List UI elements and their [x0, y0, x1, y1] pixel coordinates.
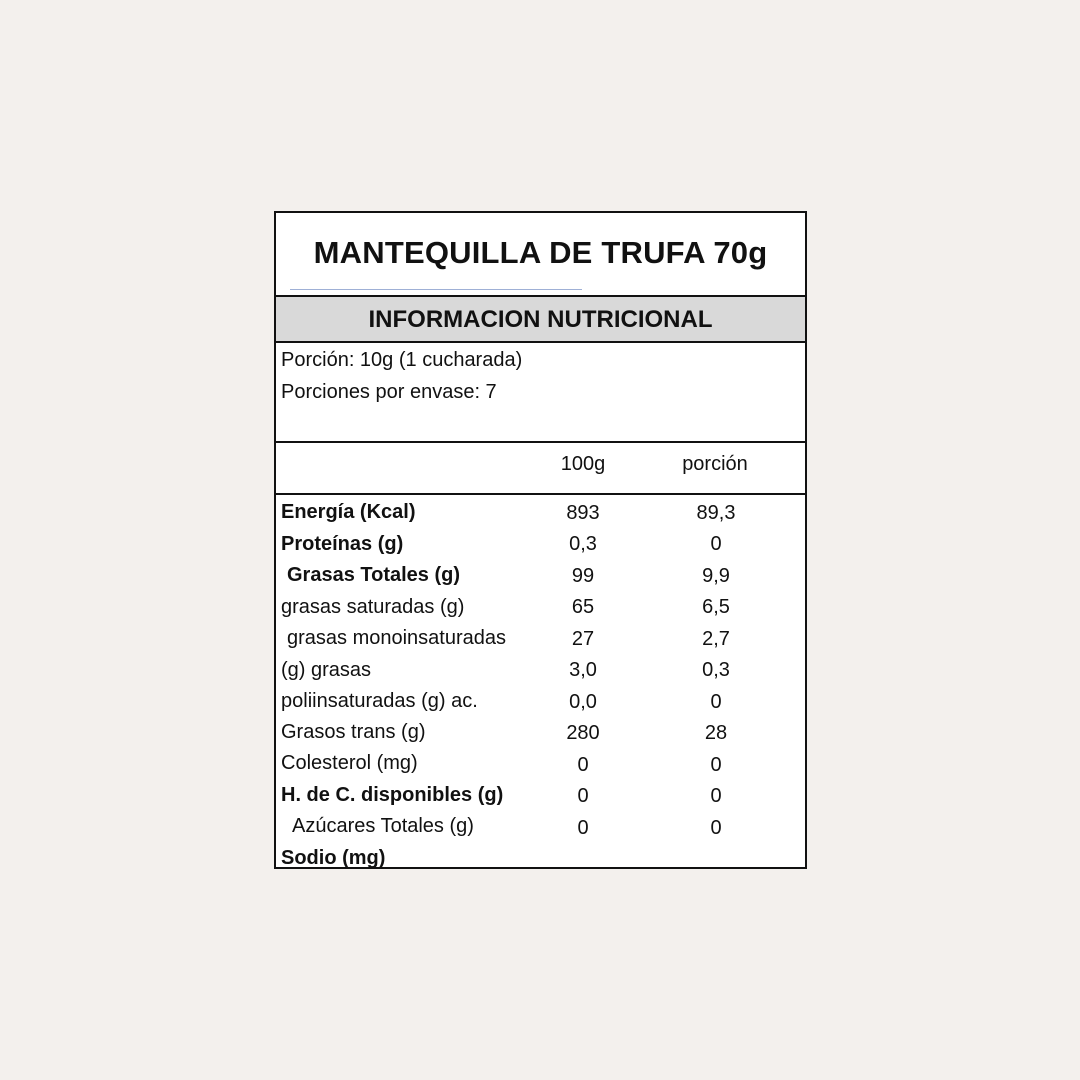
value-serving: 6,5: [702, 596, 730, 618]
value-serving: 0: [710, 785, 722, 807]
nutrient-label: Azúcares Totales (g): [292, 815, 474, 837]
nutrient-label: (g) grasas: [281, 659, 372, 681]
nutrient-label: grasas saturadas (g): [281, 596, 465, 618]
nutrient-label: grasas monoinsaturadas: [287, 627, 507, 649]
value-100g: 65: [571, 596, 595, 618]
nutrient-label: Sodio (mg): [281, 847, 386, 869]
serving-info: [276, 343, 805, 443]
nutrient-label: Energía (Kcal): [281, 501, 416, 523]
value-100g: 27: [571, 628, 595, 650]
value-100g: 0,0: [569, 691, 597, 713]
nutrient-label: Grasas Totales (g): [287, 564, 461, 586]
nutrient-label: Proteínas (g): [281, 533, 404, 555]
nutrition-label: [274, 211, 807, 869]
column-header-row: [276, 443, 805, 495]
nutrient-label: Grasos trans (g): [281, 721, 426, 743]
value-100g: 0,3: [569, 533, 597, 555]
value-serving: 0: [710, 691, 722, 713]
value-serving: 0: [710, 817, 722, 839]
section-heading: INFORMACION NUTRICIONAL: [368, 306, 713, 333]
nutrient-label: Colesterol (mg): [281, 752, 418, 774]
value-100g: 0: [577, 817, 589, 839]
value-100g: 893: [566, 502, 600, 524]
servings-per-container: Porciones por envase: 7: [281, 381, 497, 403]
value-100g: 0: [577, 754, 589, 776]
title-row: [276, 213, 805, 297]
column-header-serving: porción: [682, 453, 748, 475]
serving-size: Porción: 10g (1 cucharada): [281, 349, 523, 371]
value-100g: 0: [577, 785, 589, 807]
value-100g: 99: [571, 565, 595, 587]
product-title: MANTEQUILLA DE TRUFA 70g: [313, 235, 768, 270]
nutrient-label: H. de C. disponibles (g): [281, 784, 504, 806]
nutrient-table: [276, 495, 805, 867]
value-serving: 9,9: [702, 565, 730, 587]
value-serving: 28: [704, 722, 728, 744]
value-serving: 0: [710, 754, 722, 776]
value-serving: 89,3: [696, 502, 736, 524]
nutrient-label: poliinsaturadas (g) ac.: [281, 690, 478, 712]
value-serving: 0,3: [702, 659, 730, 681]
value-serving: 0: [710, 533, 722, 555]
value-serving: 2,7: [702, 628, 730, 650]
value-100g: 3,0: [569, 659, 597, 681]
title-underline: [290, 289, 582, 290]
value-100g: 280: [566, 722, 600, 744]
column-header-100g: 100g: [560, 453, 606, 475]
heading-row: [276, 297, 805, 343]
